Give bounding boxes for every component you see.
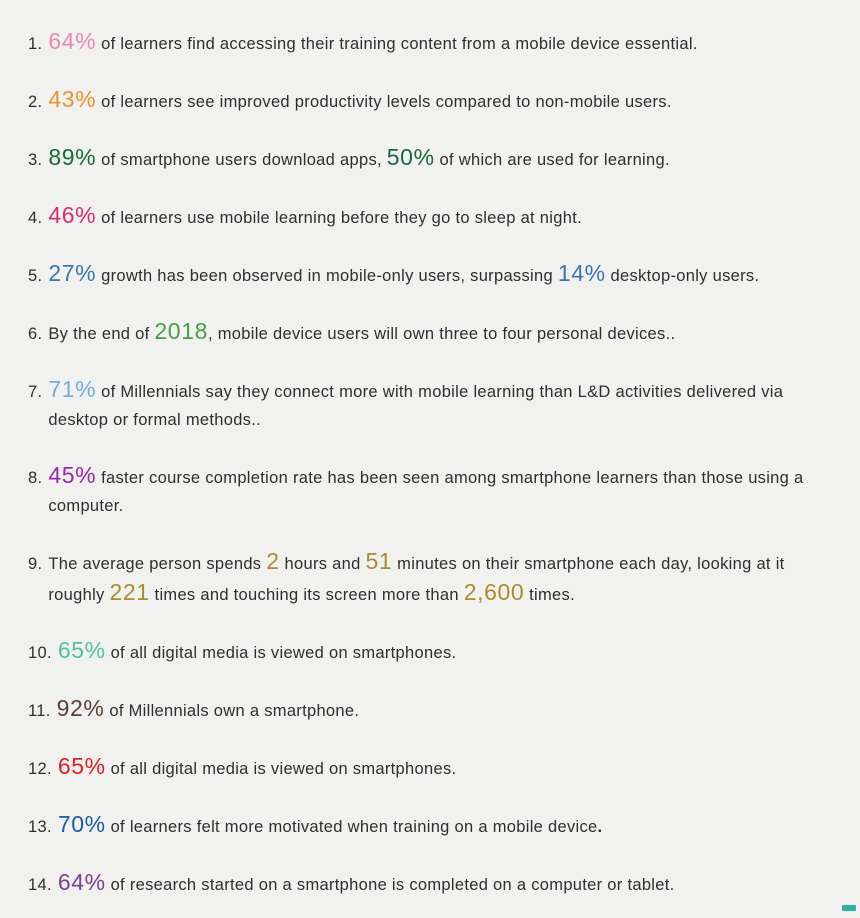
stat-highlight-value: 45%	[48, 462, 97, 488]
stat-plain-text: of Millennials own a smartphone.	[104, 702, 360, 720]
stat-item-text	[58, 752, 834, 783]
stat-item-text	[58, 810, 834, 841]
stat-highlight-value: 71%	[48, 376, 97, 402]
stat-item-6	[28, 317, 834, 348]
stat-item-number: 9.	[28, 555, 43, 573]
stat-item-1	[28, 27, 834, 58]
stat-highlight-value: 70%	[57, 811, 106, 837]
stat-item-7	[28, 375, 834, 434]
stat-plain-text: of Millennials say they connect more with mobile learning than L&D activities delivered via desktop or formal methods..	[48, 383, 784, 429]
stat-highlight-value: 51	[365, 548, 393, 574]
stat-highlight-value: 65%	[57, 753, 106, 779]
stat-item-text	[58, 636, 834, 667]
stat-plain-text: times.	[524, 586, 575, 604]
stat-item-number: 14.	[28, 876, 52, 894]
stat-highlight-value: 14%	[557, 260, 606, 286]
stat-plain-text: desktop-only users.	[605, 267, 760, 285]
stat-plain-text: of learners use mobile learning before they go to sleep at night.	[96, 209, 582, 227]
stat-item-text	[48, 201, 834, 232]
stat-plain-text: , mobile device users will own three to four personal devices..	[207, 325, 676, 343]
stat-item-number: 10.	[28, 644, 52, 662]
stat-item-number: 4.	[28, 209, 43, 227]
stat-item-11	[28, 694, 834, 725]
stat-highlight-value: 2018	[154, 318, 208, 344]
stat-item-text	[48, 461, 834, 520]
stat-item-number: 5.	[28, 267, 43, 285]
corner-accent-mark	[842, 905, 856, 911]
stat-item-text	[48, 85, 834, 116]
stat-item-number: 8.	[28, 469, 43, 487]
stat-item-text	[48, 547, 834, 609]
stat-item-number: 12.	[28, 760, 52, 778]
stat-highlight-value: 2	[266, 548, 280, 574]
stat-item-5	[28, 259, 834, 290]
stat-item-number: 3.	[28, 151, 43, 169]
stat-item-number: 11.	[28, 702, 51, 720]
stat-highlight-value: 64%	[57, 869, 106, 895]
stat-plain-text: By the end of	[48, 325, 155, 343]
stat-item-text	[48, 27, 834, 58]
stat-plain-text: .	[597, 818, 603, 836]
stat-item-3	[28, 143, 834, 174]
stat-item-9	[28, 547, 834, 609]
stat-item-number: 2.	[28, 93, 43, 111]
stat-item-13	[28, 810, 834, 841]
stat-item-text	[48, 375, 834, 434]
stat-plain-text: faster course completion rate has been seen among smartphone learners than those using a computer.	[48, 469, 804, 515]
stat-plain-text: of which are used for learning.	[434, 151, 670, 169]
stat-plain-text: minutes on their smartphone each day, looking at it roughly	[48, 555, 785, 604]
stat-item-text	[48, 259, 834, 290]
stat-plain-text: growth has been observed in mobile-only users, surpassing	[96, 267, 558, 285]
stat-highlight-value: 27%	[48, 260, 97, 286]
stat-highlight-value: 65%	[57, 637, 106, 663]
stats-list	[28, 27, 834, 899]
stat-highlight-value: 2,600	[463, 579, 525, 605]
stat-item-2	[28, 85, 834, 116]
stat-highlight-value: 46%	[48, 202, 97, 228]
stat-plain-text: The average person spends	[48, 555, 267, 573]
stat-item-number: 7.	[28, 383, 43, 401]
stat-plain-text: of all digital media is viewed on smartphones.	[105, 644, 457, 662]
stat-item-8	[28, 461, 834, 520]
stat-plain-text: of learners felt more motivated when training on a mobile device	[105, 818, 598, 836]
stat-highlight-value: 43%	[48, 86, 97, 112]
stat-highlight-value: 92%	[56, 695, 105, 721]
stat-highlight-value: 89%	[48, 144, 97, 170]
stat-highlight-value: 221	[109, 579, 150, 605]
stat-item-number: 1.	[28, 35, 43, 53]
stat-plain-text: hours and	[279, 555, 366, 573]
stat-plain-text: times and touching its screen more than	[149, 586, 464, 604]
stat-item-text	[48, 317, 834, 348]
stat-item-number: 6.	[28, 325, 43, 343]
stat-item-text	[58, 868, 834, 899]
stat-item-12	[28, 752, 834, 783]
stat-item-number: 13.	[28, 818, 52, 836]
stat-item-14	[28, 868, 834, 899]
stat-item-4	[28, 201, 834, 232]
stat-highlight-value: 64%	[48, 28, 97, 54]
stat-plain-text: of learners see improved productivity levels compared to non-mobile users.	[96, 93, 672, 111]
stat-plain-text: of learners find accessing their training content from a mobile device essential.	[96, 35, 698, 53]
stat-item-text	[57, 694, 834, 725]
stat-plain-text: of research started on a smartphone is completed on a computer or tablet.	[105, 876, 675, 894]
stat-item-10	[28, 636, 834, 667]
stat-plain-text: of smartphone users download apps,	[96, 151, 387, 169]
stat-plain-text: of all digital media is viewed on smartphones.	[105, 760, 457, 778]
stat-highlight-value: 50%	[386, 144, 435, 170]
stat-item-text	[48, 143, 834, 174]
